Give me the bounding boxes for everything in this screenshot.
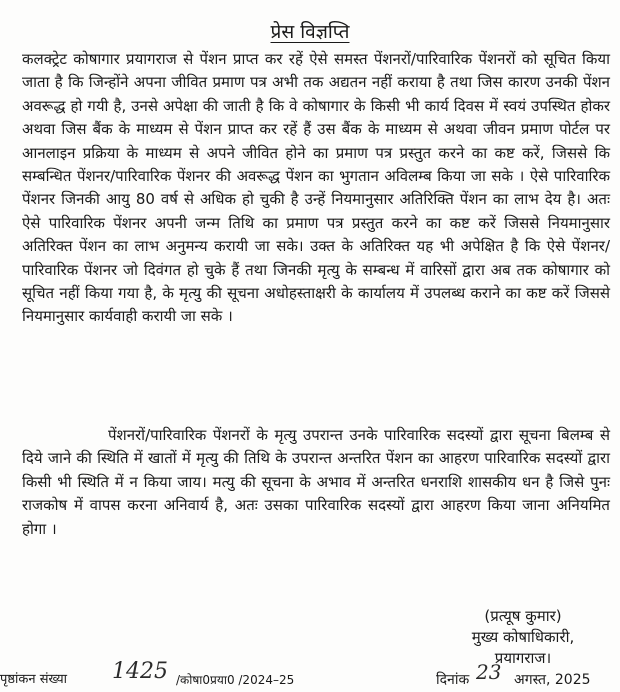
date-label: दिनांक [436, 672, 470, 688]
signatory-designation: मुख्य कोषाधिकारी, [471, 628, 575, 646]
date-day-handwritten: 23 [476, 660, 502, 684]
signatory-location: प्रयागराज। [494, 649, 552, 667]
endorsement-number-handwritten: 1425 [112, 659, 168, 684]
body-paragraph-2: पेंशनरों/पारिवारिक पेंशनरों के मृत्यु उपरान्त उनके पारिवारिक सदस्यों द्वारा सूचना बिलम्ब से दिये जाने की स्थिति में खातों में मृत्यु की तिथि के उपरान्त अन्तरित पेंशन का आहरण पारिवारिक सदस्यों द्वारा किसी भी स्थिति में न किया जाय। मत्यु की सूचना के अभाव में अन्तरित धनराशि शासकीय धन है जिसे पुनः राजकोष में वापस करना अनिवार्य है, अतः उसका पारिवारिक सदस्यों द्वारा आहरण किया जाना अनियमित होगा । [22, 426, 610, 538]
signature-block [433, 606, 613, 669]
signatory-name: (प्रत्यूष कुमार) [484, 607, 562, 625]
endorsement-footer [0, 659, 620, 692]
document-title: प्रेस विज्ञप्ति [270, 21, 350, 43]
date-month-year: अगस्त, 2025 [514, 672, 591, 688]
endorsement-number-label: पृष्ठांकन संख्या [0, 672, 68, 687]
body-paragraph-1: कलक्ट्रेट कोषागार प्रयागराज से पेंशन प्राप्त कर रहें ऐसे समस्त पेंशनरों/पारिवारिक पेंशनरों को सूचित किया जाता है कि जिन्होंने अपना जीवित प्रमाण पत्र अभी तक अद्यतन नहीं कराया है तथा जिस कारण उनकी पेंशन अवरूद्ध हो गयी है, उनसे अपेक्षा की जाती है कि वे कोषागार के किसी भी कार्य दिवस में स्वयं उपस्थित होकर अथवा जिस बैंक के माध्यम से पेंशन प्राप्त कर रहें हैं उस बैंक के माध्यम से अथवा जीवन प्रमाण पोर्टल पर आनलाइन प्रक्रिया के माध्यम से अपने जीवित होने का प्रमाण पत्र प्रस्तुत करने का कष्ट करें, जिससे कि सम्बन्धित पेंशनर/पारिवारिक पेंशनर की अवरूद्ध पेंशन का भुगतान अविलम्ब किया जा सके । ऐसे पारिवारिक पेंशनर जिनकी आयु 80 वर्ष से अधिक हो चुकी है उन्हें नियमानुसार अतिरिक्ति पेंशन का लाभ देय है। अतः ऐसे पारिवारिक पेंशनर अपनी जन्म तिथि का प्रमाण पत्र प्रस्तुत करने का कष्ट करें जिससे नियमानुसार अतिरिक्त पेंशन का लाभ अनुमन्य करायी जा सके। उक्त के अतिरिक्त यह भी अपेक्षित है कि ऐसे पेंशनर/पारिवारिक पेंशनर जो दिवंगत हो चुके हैं तथा जिनकी मृत्यु के सम्बन्ध में वारिसों द्वारा अब तक कोषागार को सूचित नहीं किया गया है, के मृत्यु की सूचना अधोहस्ताक्षरी के कार्यालय में उपलब्ध कराने का कष्ट करें जिससे नियमानुसार कार्यवाही करायी जा सके । [22, 50, 610, 326]
endorsement-reference: /कोषा0प्रया0 /2024–25 [176, 673, 295, 687]
